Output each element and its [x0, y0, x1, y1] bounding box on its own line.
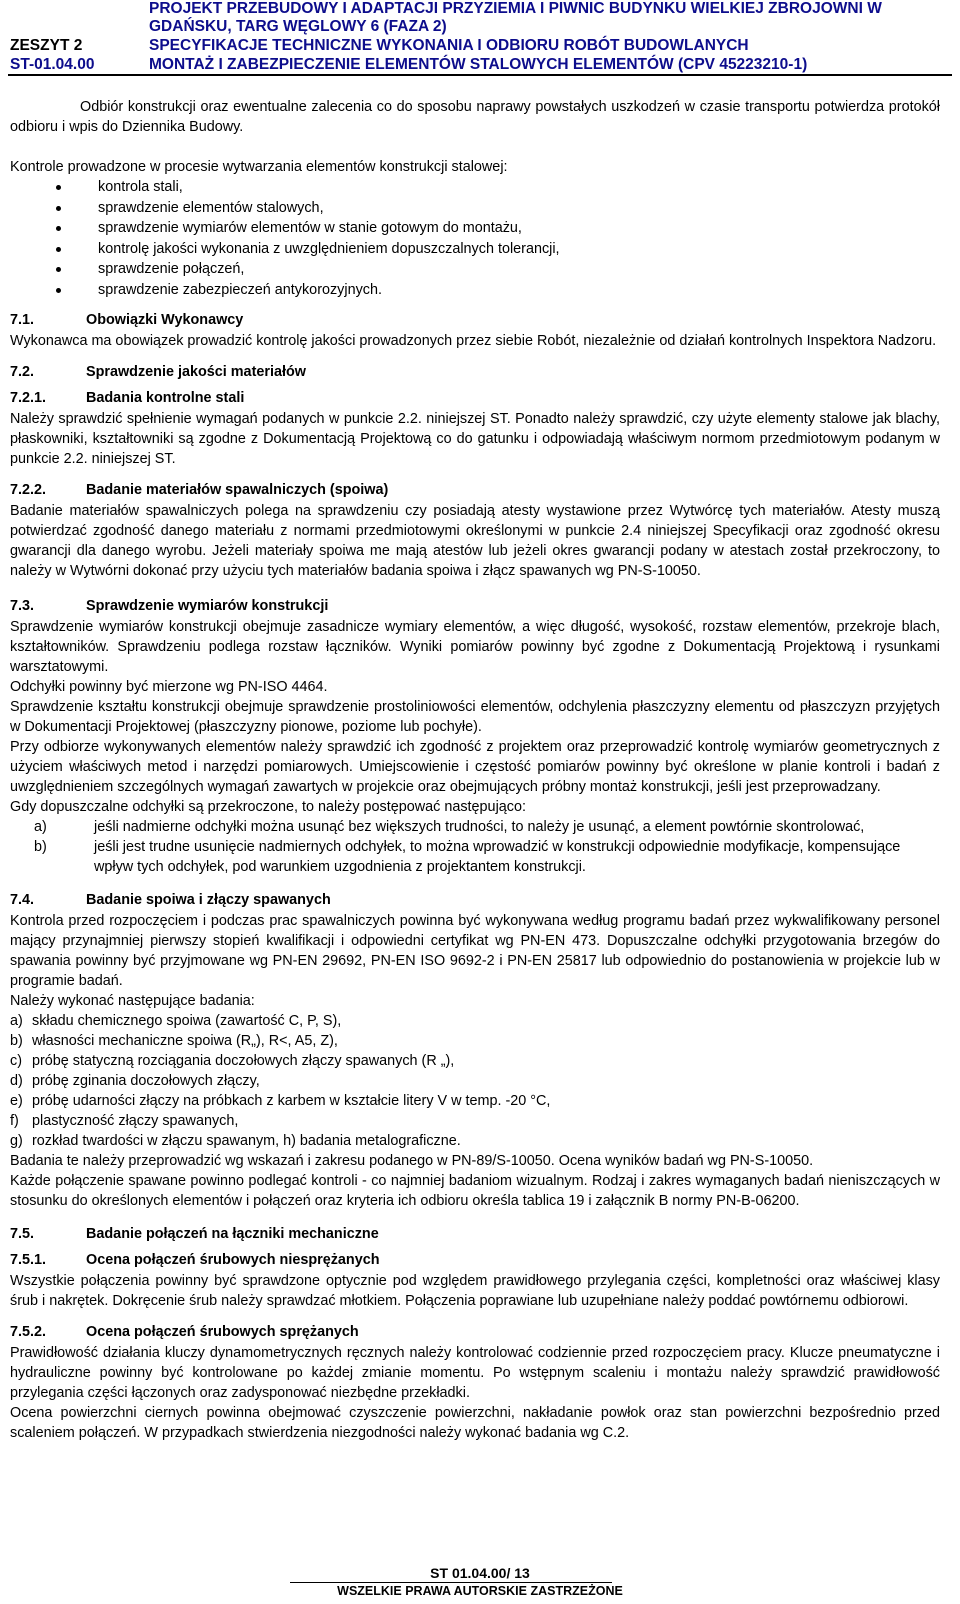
- section-title: Badanie spoiwa i złączy spawanych: [86, 891, 331, 908]
- section-title: Badania kontrolne stali: [86, 389, 245, 406]
- list-item: [10, 1091, 940, 1111]
- list-letter: a): [34, 818, 47, 835]
- section-number: 7.5.: [10, 1225, 35, 1242]
- section-heading-7-2: [10, 361, 940, 383]
- list-letter: d): [10, 1072, 23, 1089]
- list-item: [10, 1051, 940, 1071]
- list-text: próbę udarności złączy na próbkach z karbem w kształcie litery V w temp. -20 °C,: [32, 1092, 551, 1109]
- header-project-title-line2: GDAŃSKU, TARG WĘGLOWY 6 (FAZA 2): [149, 18, 447, 35]
- section-number: 7.2.1.: [10, 389, 47, 406]
- document-header: [0, 0, 960, 78]
- list-text: próbę zginania doczołowych złączy,: [32, 1072, 260, 1089]
- list-text: plastyczność złączy spawanych,: [32, 1112, 239, 1129]
- deviation-procedure-list: [10, 817, 940, 877]
- paragraph-7-4-tests-intro: Należy wykonać następujące badania:: [10, 992, 255, 1009]
- list-letter: g): [10, 1132, 23, 1149]
- list-text: próbę statyczną rozciągania doczołowych złączy spawanych (R „),: [32, 1052, 455, 1069]
- footer-divider: [290, 1582, 612, 1583]
- header-volume: ZESZYT 2: [10, 37, 83, 54]
- list-letter: f): [10, 1112, 19, 1129]
- paragraph-7-2-2: Badanie materiałów spawalniczych polega na sprawdzeniu czy posiadają atesty wystawione przez Wytwórcę tych materiałów. Atesty muszą potwierdzać zgodność danego materiału z normami przedmiotowymi określonymi w punkcie 2.4 niniejszej Specyfikacji oraz zgodność okresu gwarancji dla danego wyrobu. Jeżeli materiały spoiwa me mają atestów lub jeżeli okres gwarancji podany w atestach został przekroczony, to należy w Wytwórni dokonać przy użyciu tych materiałów badania spoiwa i złącz spawanych wg PN-S-10050.: [10, 502, 940, 579]
- section-title: Ocena połączeń śrubowych sprężanych: [86, 1323, 359, 1340]
- paragraph-7-3-deviations: Odchyłki powinny być mierzone wg PN-ISO 4464.: [10, 678, 328, 695]
- list-item: sprawdzenie zabezpieczeń antykorozyjnych.: [10, 280, 940, 301]
- section-heading-7-5-2: [10, 1321, 940, 1343]
- header-spec-code: ST-01.04.00: [10, 56, 95, 73]
- section-title: Sprawdzenie jakości materiałów: [86, 363, 306, 380]
- list-item: kontrola stali,: [10, 177, 940, 198]
- paragraph-7-1: Wykonawca ma obowiązek prowadzić kontrolę jakości prowadzonych przez siebie Robót, niezależnie od działań kontrolnych Inspektora Nadzoru.: [10, 332, 937, 349]
- section-heading-7-2-1: [10, 387, 940, 409]
- controls-bullet-list: [10, 177, 940, 301]
- section-title: Obowiązki Wykonawcy: [86, 311, 244, 328]
- paragraph-7-4-control: Kontrola przed rozpoczęciem i podczas prac spawalniczych powinna być wykonywana według programu badań przez wykwalifikowany personel mający przynajmniej pierwszy stopień kwalifikacji i odpowiedni certyfikat wg PN-EN 473. Dopuszczalne odchyłki przygotowania brzegów do spawania powinny być przyjmowane wg PN-EN 29692, PN-EN ISO 9692-2 i PN-EN 25817 lub odpowiednio do postanowienia w projekcie lub w programie badań.: [10, 912, 940, 989]
- list-item: kontrolę jakości wykonania z uwzględnieniem dopuszczalnych tolerancji,: [10, 239, 940, 260]
- paragraph-7-4-standard: Badania te należy przeprowadzić wg wskazań i zakresu podanego w PN-89/S-10050. Ocena wyników badań wg PN-S-10050.: [10, 1152, 814, 1169]
- section-number: 7.5.1.: [10, 1251, 47, 1268]
- list-text: własności mechaniczne spoiwa (R„), R<, A5, Z),: [32, 1032, 338, 1049]
- section-title: Ocena połączeń śrubowych niesprężanych: [86, 1251, 380, 1268]
- section-heading-7-5-1: [10, 1249, 940, 1271]
- list-item: [10, 1111, 940, 1131]
- section-heading-7-3: [10, 595, 940, 617]
- list-letter: a): [10, 1012, 23, 1029]
- list-letter: b): [10, 1032, 23, 1049]
- section-title: Badanie materiałów spawalniczych (spoiwa): [86, 481, 389, 498]
- paragraph-7-3-shape: Sprawdzenie kształtu konstrukcji obejmuje sprawdzenie prostoliniowości elementów, odchylenia płaszczyzny elementu od płaszczyzn przyjętych w Dokumentacji Projektowej (płaszczyzny pionowe, poziome lub pochyłe).: [10, 698, 940, 735]
- paragraph-controls: Kontrole prowadzone w procesie wytwarzania elementów konstrukcji stalowej:: [10, 159, 508, 175]
- paragraph-7-3-acceptance: Przy odbiorze wykonywanych elementów należy sprawdzić ich zgodność z projektem oraz przeprowadzić kontrolę wymiarów geometrycznych z użyciem właściwych metod i narzędzi pomiarowych. Umiejscowienie i częstość pomiarów powinny być określone w planie kontroli i badań z uwzględnieniem szczególnych wymagań zawartych w projekcie oraz obejmujących próbny montaż konstrukcji, jeśli jest przeprowadzany.: [10, 738, 940, 795]
- section-number: 7.1.: [10, 311, 35, 328]
- paragraph-7-2-1: Należy sprawdzić spełnienie wymagań podanych w punkcie 2.2. niniejszej ST. Ponadto należy sprawdzić, czy użyte elementy stalowe jak blachy, płaskowniki, kształtowniki są zgodne z Dokumentacją Projektową co do gatunku i odpowiadają właściwym normom przedmiotowym podanym w punkcie 2.2. niniejszej ST.: [10, 410, 940, 467]
- list-item: sprawdzenie wymiarów elementów w stanie gotowym do montażu,: [10, 218, 940, 239]
- list-letter: b): [34, 838, 47, 855]
- section-number: 7.2.: [10, 363, 35, 380]
- section-title: Sprawdzenie wymiarów konstrukcji: [86, 597, 329, 614]
- paragraph-7-3-dimensions: Sprawdzenie wymiarów konstrukcji obejmuje zasadnicze wymiary elementów, a więc długość, wysokość, rozstaw elementów, przekroje blach, kształtowników. Sprawdzeniu podlega rozstaw łączników. Wyniki pomiarów powinny być zgodne z Dokumentacją Projektową i rysunkami warsztatowymi.: [10, 618, 940, 675]
- section-heading-7-1: [10, 309, 940, 331]
- header-project-title-line1: PROJEKT PRZEBUDOWY I ADAPTACJI PRZYZIEMIA I PIWNIC BUDYNKU WIELKIEJ ZBROJOWNI W: [149, 0, 882, 17]
- list-text: rozkład twardości w złączu spawanym, h) badania metalograficzne.: [32, 1132, 461, 1149]
- list-letter: c): [10, 1052, 22, 1069]
- section-heading-7-4: [10, 889, 940, 911]
- list-letter: e): [10, 1092, 23, 1109]
- list-item: sprawdzenie połączeń,: [10, 259, 940, 280]
- list-text: jeśli jest trudne usunięcie nadmiernych odchyłek, to można wprowadzić w konstrukcji odpowiednie modyfikacje, kompensujące wpływ tych odchyłek, pod warunkiem uzgodnienia z projektantem konstrukcji.: [94, 838, 901, 875]
- header-section-title: MONTAŻ I ZABEZPIECZENIE ELEMENTÓW STALOWYCH ELEMENTÓW (CPV 45223210-1): [149, 56, 808, 73]
- list-item: [10, 1031, 940, 1051]
- paragraph-intro: Odbiór konstrukcji oraz ewentualne zalecenia co do sposobu naprawy powstałych uszkodzeń w czasie transportu potwierdza protokół odbioru i wpis do Dziennika Budowy.: [10, 99, 940, 135]
- list-text: jeśli nadmierne odchyłki można usunąć bez większych trudności, to należy je usunąć, a element powtórnie skontrolować,: [94, 818, 865, 835]
- section-heading-7-2-2: [10, 479, 940, 501]
- section-number: 7.4.: [10, 891, 35, 908]
- list-item: [10, 1071, 940, 1091]
- paragraph-7-4-inspection: Każde połączenie spawane powinno podlegać kontroli - co najmniej badaniom wizualnym. Rodzaj i zakres wymaganych badań nieniszczących w stosunku do określonych elementów i połączeń oraz kryteria ich odbioru określa tablica 19 i załącznik B normy PN-B-06200.: [10, 1172, 940, 1209]
- section-number: 7.2.2.: [10, 481, 47, 498]
- section-title: Badanie połączeń na łączniki mechaniczne: [86, 1225, 379, 1242]
- header-spec-title: SPECYFIKACJE TECHNICZNE WYKONANIA I ODBIORU ROBÓT BUDOWLANYCH: [149, 37, 749, 54]
- footer-copyright: WSZELKIE PRAWA AUTORSKIE ZASTRZEŻONE: [337, 1584, 623, 1598]
- list-item: [10, 1131, 940, 1151]
- section-heading-7-5: [10, 1223, 940, 1245]
- list-item: [10, 837, 940, 877]
- list-item: sprawdzenie elementów stalowych,: [10, 198, 940, 219]
- header-divider: [8, 74, 952, 76]
- footer-page-number: ST 01.04.00/ 13: [430, 1565, 530, 1581]
- section-number: 7.5.2.: [10, 1323, 47, 1340]
- paragraph-7-3-procedure: Gdy dopuszczalne odchyłki są przekroczone, to należy postępować następująco:: [10, 798, 526, 815]
- paragraph-7-5-2-wrenches: Prawidłowość działania kluczy dynamometrycznych ręcznych należy kontrolować codziennie przed rozpoczęciem pracy. Klucze pneumatyczne i hydrauliczne powinny być kontrolowane po każdej zmianie momentu. Po wstępnym scaleniu i montażu należy sprawdzić prawidłowość przylegania części łączonych oraz zadysponować niezbędne przekładki.: [10, 1344, 940, 1401]
- list-item: [10, 817, 940, 837]
- paragraph-7-5-1: Wszystkie połączenia powinny być sprawdzone optycznie pod względem prawidłowego przylegania części, kompletności oraz właściwej klasy śrub i nakrętek. Dokręcenie śrub należy sprawdzać młotkiem. Połączenia poprawiane lub uzupełniane należy poddać powtórnemu odbiorowi.: [10, 1272, 940, 1309]
- list-text: składu chemicznego spoiwa (zawartość C, P, S),: [32, 1012, 342, 1029]
- list-item: [10, 1011, 940, 1031]
- weld-tests-list: [10, 1011, 940, 1151]
- paragraph-7-5-2-surfaces: Ocena powierzchni ciernych powinna obejmować czyszczenie powierzchni, nakładanie powłok oraz stan powierzchni bezpośrednio przed scaleniem połączeń. W przypadkach stwierdzenia niezgodności należy wykonać badania wg C.2.: [10, 1404, 940, 1441]
- section-number: 7.3.: [10, 597, 35, 614]
- document-body: [10, 97, 940, 1443]
